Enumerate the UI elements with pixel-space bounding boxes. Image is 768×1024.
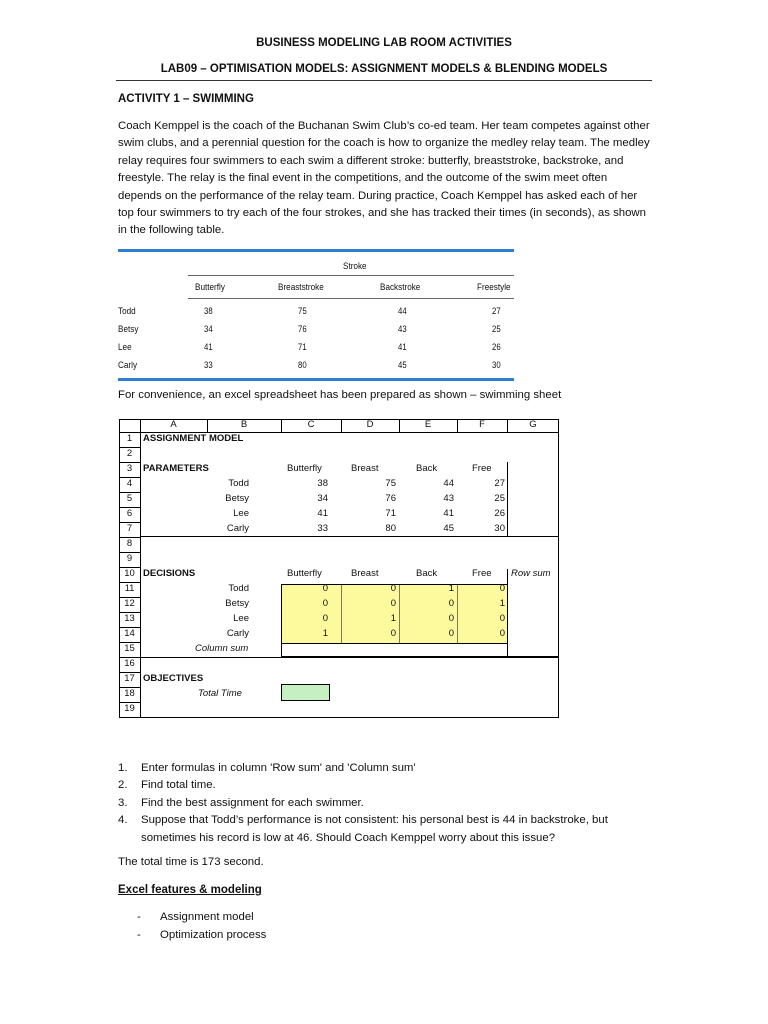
table-cell: 26 xyxy=(492,342,501,353)
column-letter[interactable]: B xyxy=(240,419,248,430)
grid-line xyxy=(119,522,140,523)
column-letter[interactable]: D xyxy=(366,419,374,430)
grid-line xyxy=(119,657,140,658)
param-cell[interactable]: 80 xyxy=(385,523,396,534)
decision-header: Back xyxy=(416,568,438,579)
grid-line xyxy=(119,702,140,703)
table-cell: 27 xyxy=(492,306,501,317)
grid-line xyxy=(119,672,140,673)
column-letter[interactable]: G xyxy=(529,419,537,430)
swimmer-name: Todd xyxy=(228,478,249,489)
row-number[interactable]: 15 xyxy=(124,643,135,654)
list-text: Enter formulas in column 'Row sum' and 'Column sum' xyxy=(141,762,416,774)
decision-header: Butterfly xyxy=(287,568,322,579)
parameters-label: PARAMETERS xyxy=(143,463,209,474)
table-cell: 71 xyxy=(298,342,307,353)
param-cell[interactable]: 41 xyxy=(443,508,454,519)
intro-paragraph: Coach Kemppel is the coach of the Buchanan Swim Club’s co-ed team. Her team competes against other swim clubs, and a perennial question for the coach is how to organize the medley relay team. The medley relay requires four swimmers to each swim a different stroke: butterfly, breaststroke, backstroke, and freestyle. The relay is the final event in the competitions, and the outcome of the swim meet often depends on the performance of the relay team. During practice, Coach Kemppel has asked each of her top four swimmers to try each of the four strokes, and she has tracked their times (in seconds), as shown in the following table. xyxy=(118,120,650,237)
features-heading: Excel features & modeling xyxy=(118,884,262,896)
row-number[interactable]: 8 xyxy=(126,538,133,549)
activity-title: ACTIVITY 1 – SWIMMING xyxy=(118,93,254,105)
grid-line xyxy=(119,642,140,643)
decision-cell[interactable]: 0 xyxy=(499,583,505,594)
table-cell: 38 xyxy=(204,306,213,317)
decision-cell[interactable]: 0 xyxy=(499,613,505,624)
param-cell[interactable]: 76 xyxy=(385,493,396,504)
total-time-cell[interactable] xyxy=(281,684,330,701)
row-number[interactable]: 4 xyxy=(126,478,133,489)
row-number[interactable]: 17 xyxy=(124,673,135,684)
convenience-note: For convenience, an excel spreadsheet has been prepared as shown – swimming sheet xyxy=(118,389,562,401)
list-text: Suppose that Todd’s performance is not consistent: his personal best is 44 in backstroke, but sometimes his record is low at 46. Should Coach Kemppel worry about this issue? xyxy=(141,814,608,844)
column-letter[interactable]: A xyxy=(170,419,177,430)
param-cell[interactable]: 38 xyxy=(317,478,328,489)
row-name: Todd xyxy=(118,306,136,317)
param-header: Back xyxy=(416,463,438,474)
column-sum-label: Column sum xyxy=(195,643,249,654)
row-number[interactable]: 1 xyxy=(126,433,133,444)
param-cell[interactable]: 25 xyxy=(494,493,505,504)
decision-cell[interactable]: 0 xyxy=(390,583,396,594)
row-number[interactable]: 13 xyxy=(124,613,135,624)
decision-cell[interactable]: 0 xyxy=(322,613,328,624)
column-header-backstroke: Backstroke xyxy=(380,282,421,293)
grid-line xyxy=(119,582,140,583)
grid-line xyxy=(119,507,140,508)
param-cell[interactable]: 71 xyxy=(385,508,396,519)
row-number[interactable]: 11 xyxy=(124,583,135,594)
feature-text: Assignment model xyxy=(160,911,254,923)
sheet-title: ASSIGNMENT MODEL xyxy=(143,433,244,444)
grid-line xyxy=(119,612,140,613)
column-header-breaststroke: Breaststroke xyxy=(278,282,324,293)
decision-cell[interactable]: 0 xyxy=(322,583,328,594)
row-number[interactable]: 2 xyxy=(126,448,133,459)
grid-line xyxy=(119,552,140,553)
row-name: Betsy xyxy=(118,324,139,335)
grid-line xyxy=(507,462,508,537)
param-cell[interactable]: 44 xyxy=(443,478,454,489)
table-cell: 33 xyxy=(204,360,213,371)
param-header: Free xyxy=(472,463,492,474)
bullet-dash: - xyxy=(137,929,141,941)
param-cell[interactable]: 34 xyxy=(317,493,328,504)
list-item xyxy=(118,777,658,794)
table-top-bar xyxy=(118,249,514,252)
row-number[interactable]: 10 xyxy=(124,568,135,579)
row-number[interactable]: 19 xyxy=(124,703,135,714)
param-cell[interactable]: 75 xyxy=(385,478,396,489)
list-text: Find the best assignment for each swimmer. xyxy=(141,796,364,809)
param-cell[interactable]: 26 xyxy=(494,508,505,519)
decision-header: Breast xyxy=(351,568,379,579)
grid-line xyxy=(281,656,559,657)
column-letter[interactable]: E xyxy=(424,419,432,430)
param-cell[interactable]: 43 xyxy=(443,493,454,504)
grid-line xyxy=(119,462,140,463)
table-cell: 25 xyxy=(492,324,501,335)
grid-line xyxy=(140,657,559,658)
column-header-freestyle: Freestyle xyxy=(477,282,511,293)
row-number[interactable]: 18 xyxy=(124,688,135,699)
feature-text: Optimization process xyxy=(160,929,267,941)
grid-line xyxy=(140,419,141,718)
table-rule xyxy=(188,298,514,299)
grid-line xyxy=(119,477,140,478)
row-number[interactable]: 5 xyxy=(126,493,133,504)
instructions-list xyxy=(118,760,658,847)
table-cell: 76 xyxy=(298,324,307,335)
decision-cell[interactable]: 0 xyxy=(448,628,454,639)
table-cell: 34 xyxy=(204,324,213,335)
table-cell: 43 xyxy=(398,324,407,335)
param-cell[interactable]: 27 xyxy=(494,478,505,489)
row-number[interactable]: 14 xyxy=(124,628,135,639)
decision-cell[interactable]: 1 xyxy=(448,583,454,594)
grid-line xyxy=(119,537,140,538)
param-header: Butterfly xyxy=(287,463,322,474)
row-sum-label: Row sum xyxy=(511,568,551,579)
decision-cell[interactable]: 1 xyxy=(499,598,505,609)
table-cell: 80 xyxy=(298,360,307,371)
grid-line xyxy=(558,419,559,718)
decision-cell[interactable]: 0 xyxy=(322,598,328,609)
table-cell: 45 xyxy=(398,360,407,371)
table-rule xyxy=(188,275,514,276)
swimming-spreadsheet xyxy=(119,419,559,718)
document-header-line2: LAB09 – OPTIMISATION MODELS: ASSIGNMENT MODELS & BLENDING MODELS xyxy=(160,63,608,75)
column-letter[interactable]: C xyxy=(307,419,315,430)
list-item xyxy=(118,760,658,777)
list-number: 2. xyxy=(118,779,128,792)
grid-line xyxy=(140,536,559,537)
column-letter[interactable]: F xyxy=(479,419,485,430)
decision-cell[interactable]: 0 xyxy=(448,598,454,609)
list-item xyxy=(118,795,658,812)
total-time-statement: The total time is 173 second. xyxy=(118,856,264,868)
row-number[interactable]: 3 xyxy=(126,463,133,474)
decision-cell[interactable]: 0 xyxy=(390,628,396,639)
grid-line xyxy=(119,492,140,493)
param-cell[interactable]: 30 xyxy=(494,523,505,534)
decision-cell[interactable]: 0 xyxy=(499,628,505,639)
grid-line xyxy=(119,627,140,628)
param-cell[interactable]: 33 xyxy=(317,523,328,534)
grid-line xyxy=(507,569,508,657)
row-number[interactable]: 16 xyxy=(124,658,135,669)
table-cell: 30 xyxy=(492,360,501,371)
stroke-times-table xyxy=(118,249,514,383)
objectives-label: OBJECTIVES xyxy=(143,673,204,684)
swimmer-name: Carly xyxy=(226,628,249,639)
table-cell: 41 xyxy=(204,342,213,353)
decisions-label: DECISIONS xyxy=(143,568,196,579)
grid-line xyxy=(119,567,140,568)
decision-cell[interactable]: 0 xyxy=(390,598,396,609)
list-text: Find total time. xyxy=(141,779,216,792)
decision-cell[interactable]: 1 xyxy=(390,613,396,624)
decision-cell[interactable]: 0 xyxy=(448,613,454,624)
bullet-dash: - xyxy=(137,911,141,923)
grid-line xyxy=(119,447,140,448)
swimmer-name: Lee xyxy=(233,508,249,519)
document-header-line1: BUSINESS MODELING LAB ROOM ACTIVITIES xyxy=(256,37,512,49)
row-name: Carly xyxy=(118,360,138,371)
row-number[interactable]: 6 xyxy=(126,508,133,519)
table-cell: 41 xyxy=(398,342,407,353)
swimmer-name: Betsy xyxy=(225,598,249,609)
table-cell: 75 xyxy=(298,306,307,317)
row-name: Lee xyxy=(118,342,132,353)
list-number: 4. xyxy=(118,814,128,827)
swimmer-name: Lee xyxy=(233,613,249,624)
swimmer-name: Todd xyxy=(228,583,249,594)
param-header: Breast xyxy=(351,463,379,474)
column-header-butterfly: Butterfly xyxy=(195,282,225,293)
grid-line xyxy=(119,597,140,598)
row-number[interactable]: 9 xyxy=(126,553,133,564)
table-bottom-bar xyxy=(118,378,514,381)
grid-line xyxy=(281,643,507,644)
list-item xyxy=(118,812,658,847)
total-time-label: Total Time xyxy=(198,688,242,699)
row-number[interactable]: 12 xyxy=(124,598,135,609)
row-number[interactable]: 7 xyxy=(126,523,133,534)
param-cell[interactable]: 45 xyxy=(443,523,454,534)
stroke-group-header: Stroke xyxy=(343,261,367,272)
decision-cell[interactable]: 1 xyxy=(322,628,328,639)
table-cell: 44 xyxy=(398,306,407,317)
list-number: 3. xyxy=(118,796,128,809)
list-number: 1. xyxy=(118,762,128,774)
decision-header: Free xyxy=(472,568,492,579)
swimmer-name: Carly xyxy=(226,523,249,534)
header-divider xyxy=(116,80,652,81)
param-cell[interactable]: 41 xyxy=(317,508,328,519)
grid-line xyxy=(119,687,140,688)
swimmer-name: Betsy xyxy=(225,493,249,504)
grid-line xyxy=(119,717,559,718)
